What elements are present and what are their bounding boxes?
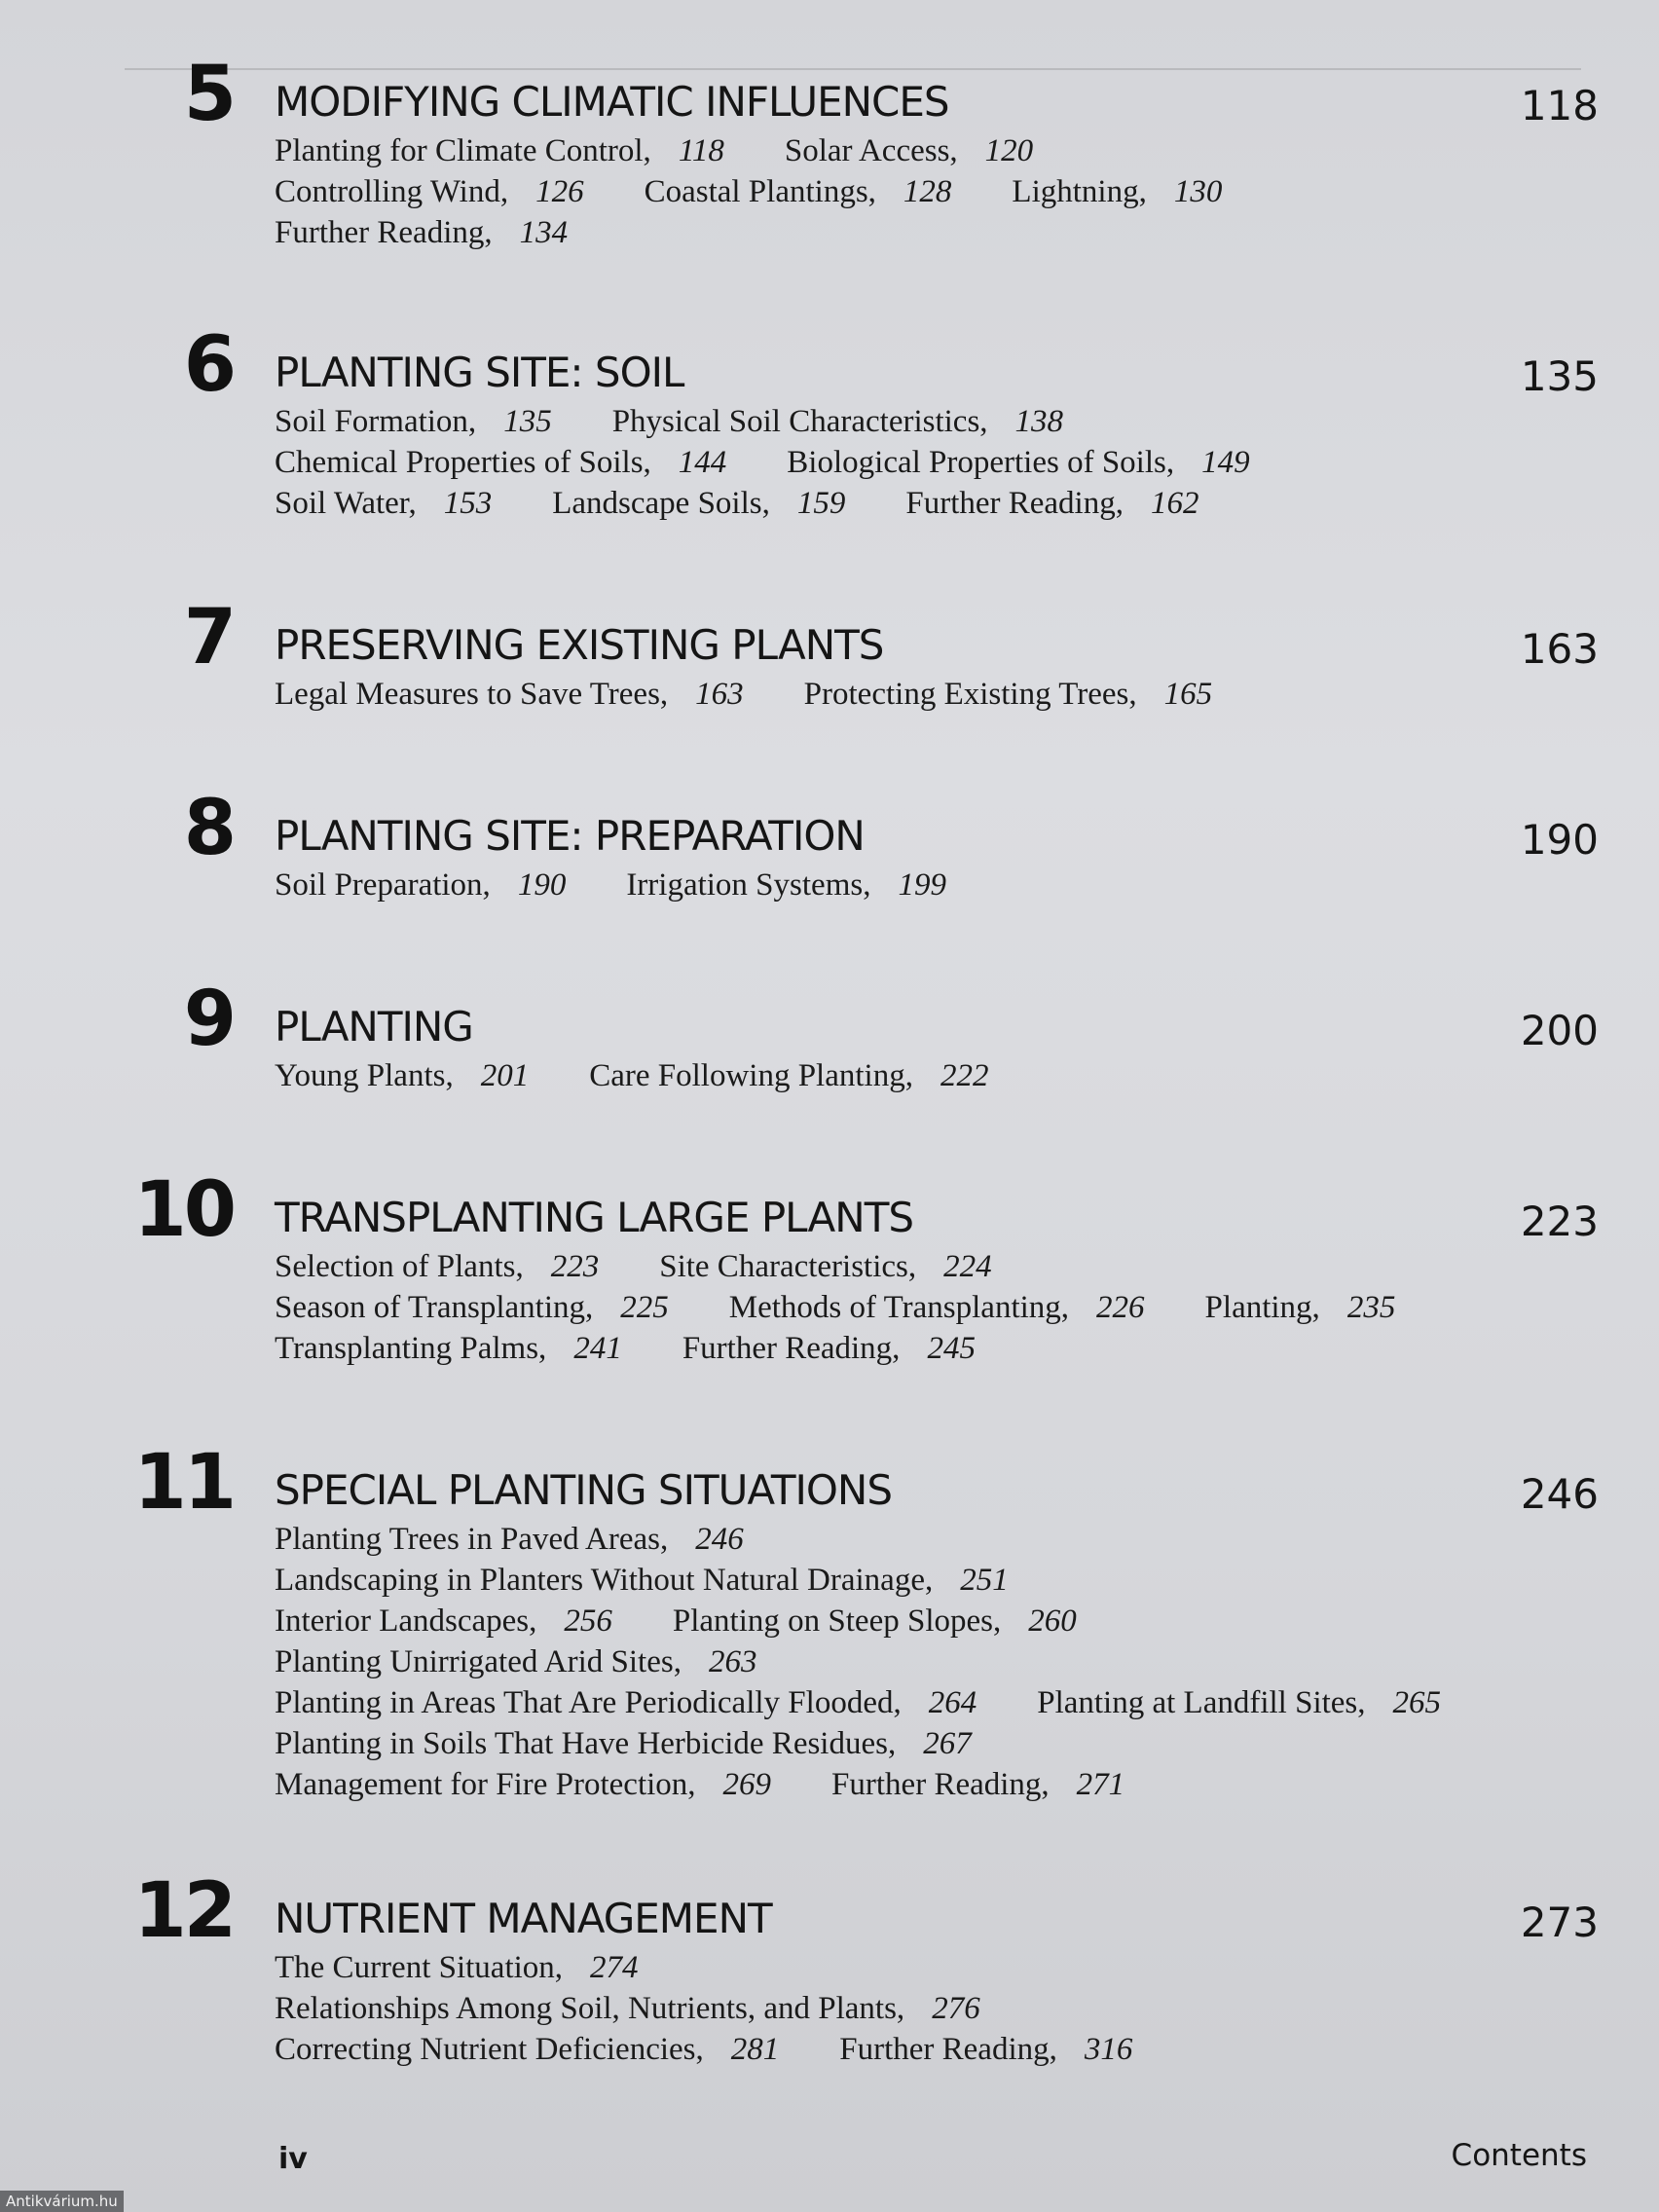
- section-page-number: 225: [620, 1290, 669, 1325]
- section-list: [275, 865, 1601, 905]
- section-page-number: 241: [573, 1331, 622, 1366]
- section-label: Coastal Plantings,: [644, 174, 876, 209]
- section-label: Landscape Soils,: [552, 486, 770, 521]
- section-label: Irrigation Systems,: [626, 867, 871, 903]
- chapter-title: SPECIAL PLANTING SITUATIONS: [275, 1466, 893, 1514]
- section-entry: [275, 401, 552, 442]
- section-page-number: 199: [898, 867, 946, 903]
- section-label: Chemical Properties of Soils,: [275, 445, 651, 480]
- section-label: Transplanting Palms,: [275, 1331, 547, 1366]
- section-entry: [275, 1246, 599, 1287]
- section-page-number: 128: [903, 174, 952, 209]
- section-label: Protecting Existing Trees,: [803, 677, 1137, 712]
- chapter-title: MODIFYING CLIMATIC INFLUENCES: [275, 78, 949, 126]
- section-label: Season of Transplanting,: [275, 1290, 594, 1325]
- section-page-number: 274: [590, 1950, 639, 1985]
- section-list: [275, 674, 1601, 715]
- section-label: Soil Water,: [275, 486, 417, 521]
- section-list: [275, 1947, 1601, 2070]
- section-page-number: 246: [695, 1522, 744, 1557]
- section-label: Lightning,: [1012, 174, 1147, 209]
- section-label: Further Reading,: [682, 1331, 901, 1366]
- chapter-page-number: 200: [1520, 1007, 1599, 1054]
- section-entry: [275, 1682, 977, 1723]
- section-page-number: 120: [984, 133, 1034, 168]
- chapter-title: PLANTING SITE: PREPARATION: [275, 812, 865, 860]
- section-entry: [804, 674, 1212, 715]
- section-line: [275, 1601, 1601, 1641]
- section-entry: [659, 1246, 991, 1287]
- section-line: [275, 674, 1601, 715]
- section-page-number: 256: [564, 1604, 612, 1639]
- section-page-number: 235: [1346, 1290, 1396, 1325]
- section-entry: [1205, 1287, 1396, 1328]
- chapter-number: 9: [183, 976, 234, 1063]
- section-line: [275, 1246, 1601, 1287]
- section-entry: [275, 483, 492, 524]
- section-entry: [275, 1988, 980, 2029]
- section-entry: [682, 1328, 976, 1369]
- chapter-number: 8: [183, 785, 234, 872]
- section-page-number: 265: [1392, 1685, 1442, 1720]
- section-entry: [729, 1287, 1145, 1328]
- section-entry: [626, 865, 946, 905]
- section-line: [275, 1055, 1601, 1096]
- section-page-number: 118: [678, 133, 724, 168]
- section-label: Soil Preparation,: [275, 867, 491, 903]
- section-page-number: 276: [932, 1991, 980, 2026]
- section-label: Further Reading,: [839, 2032, 1057, 2067]
- section-line: [275, 442, 1601, 483]
- section-page-number: 162: [1150, 486, 1199, 521]
- section-page-number: 251: [960, 1563, 1009, 1598]
- section-line: [275, 865, 1601, 905]
- section-line: [275, 1641, 1601, 1682]
- section-page-number: 226: [1096, 1290, 1145, 1325]
- section-label: Methods of Transplanting,: [728, 1290, 1070, 1325]
- chapter-number: 7: [183, 594, 234, 682]
- chapter-page-number: 223: [1520, 1198, 1599, 1245]
- section-entry: [612, 401, 1063, 442]
- section-entry: [275, 674, 744, 715]
- section-entry: [275, 1519, 744, 1560]
- section-entry: [831, 1764, 1124, 1805]
- section-label: Planting for Climate Control,: [275, 133, 651, 168]
- section-line: [275, 171, 1601, 212]
- chapter-page-number: 190: [1520, 816, 1599, 864]
- section-page-number: 134: [519, 215, 569, 250]
- chapter-title: TRANSPLANTING LARGE PLANTS: [275, 1194, 914, 1241]
- section-label: Legal Measures to Save Trees,: [275, 677, 669, 712]
- watermark: Antikvárium.hu: [0, 2191, 124, 2212]
- section-label: Planting at Landfill Sites,: [1037, 1685, 1366, 1720]
- section-entry: [589, 1055, 988, 1096]
- chapter-number: 6: [183, 321, 234, 409]
- section-page-number: 263: [708, 1644, 757, 1679]
- footer-section-title: Contents: [1451, 2138, 1587, 2173]
- section-line: [275, 1560, 1601, 1601]
- section-line: [275, 401, 1601, 442]
- section-page-number: 271: [1076, 1767, 1125, 1802]
- section-line: [275, 1328, 1601, 1369]
- section-entry: [275, 1641, 756, 1682]
- section-label: Planting in Areas That Are Periodically Flooded,: [275, 1685, 902, 1720]
- section-page-number: 281: [730, 2032, 780, 2067]
- section-page-number: 269: [722, 1767, 772, 1802]
- section-entry: [839, 2029, 1132, 2070]
- section-page-number: 201: [480, 1058, 530, 1093]
- chapter-number: 5: [183, 51, 234, 138]
- section-label: Planting on Steep Slopes,: [672, 1604, 1002, 1639]
- top-rule: [125, 68, 1581, 70]
- section-entry: [275, 1723, 972, 1764]
- section-entry: [673, 1601, 1077, 1641]
- section-page-number: 149: [1201, 445, 1250, 480]
- section-label: Physical Soil Characteristics,: [611, 404, 988, 439]
- section-label: Further Reading,: [275, 215, 493, 250]
- chapter-number: 12: [133, 1867, 234, 1955]
- section-page-number: 223: [550, 1249, 600, 1284]
- section-line: [275, 1682, 1601, 1723]
- section-label: Further Reading,: [831, 1767, 1050, 1802]
- section-label: Controlling Wind,: [275, 174, 509, 209]
- chapter-page-number: 135: [1520, 352, 1599, 400]
- section-label: Management for Fire Protection,: [275, 1767, 696, 1802]
- section-page-number: 190: [517, 867, 567, 903]
- section-label: Landscaping in Planters Without Natural Drainage,: [275, 1563, 934, 1598]
- section-entry: [275, 1764, 771, 1805]
- section-line: [275, 1287, 1601, 1328]
- section-page-number: 224: [943, 1249, 992, 1284]
- section-line: [275, 1988, 1601, 2029]
- section-label: Planting Unirrigated Arid Sites,: [275, 1644, 682, 1679]
- section-page-number: 144: [678, 445, 727, 480]
- section-entry: [645, 171, 952, 212]
- section-page-number: 165: [1163, 677, 1213, 712]
- section-page-number: 135: [503, 404, 552, 439]
- section-page-number: 245: [927, 1331, 976, 1366]
- section-entry: [275, 1328, 622, 1369]
- chapter-number: 11: [133, 1439, 234, 1527]
- chapter-page-number: 118: [1520, 82, 1599, 129]
- section-entry: [1012, 171, 1222, 212]
- section-entry: [552, 483, 845, 524]
- section-list: [275, 1055, 1601, 1096]
- section-line: [275, 1947, 1601, 1988]
- section-page-number: 153: [443, 486, 493, 521]
- section-entry: [275, 1947, 639, 1988]
- section-label: The Current Situation,: [275, 1950, 564, 1985]
- section-page-number: 159: [796, 486, 846, 521]
- chapter-page-number: 163: [1520, 625, 1599, 673]
- footer-page-number: iv: [278, 2142, 308, 2176]
- section-line: [275, 212, 1601, 253]
- section-label: Selection of Plants,: [275, 1249, 524, 1284]
- section-label: Planting,: [1204, 1290, 1320, 1325]
- section-label: Further Reading,: [905, 486, 1124, 521]
- section-page-number: 316: [1084, 2032, 1133, 2067]
- section-label: Young Plants,: [275, 1058, 454, 1093]
- section-page-number: 222: [940, 1058, 989, 1093]
- section-entry: [275, 1560, 1009, 1601]
- section-page-number: 260: [1028, 1604, 1077, 1639]
- section-label: Relationships Among Soil, Nutrients, and Plants,: [275, 1991, 905, 2026]
- section-list: [275, 401, 1601, 524]
- section-page-number: 264: [928, 1685, 977, 1720]
- chapter-title: PRESERVING EXISTING PLANTS: [275, 621, 884, 669]
- section-entry: [785, 130, 1033, 171]
- section-line: [275, 1723, 1601, 1764]
- section-label: Planting in Soils That Have Herbicide Residues,: [275, 1726, 897, 1761]
- section-line: [275, 1764, 1601, 1805]
- section-entry: [275, 2029, 779, 2070]
- section-list: [275, 1519, 1601, 1805]
- section-label: Solar Access,: [784, 133, 958, 168]
- section-page-number: 163: [695, 677, 744, 712]
- section-entry: [275, 212, 568, 253]
- section-page-number: 130: [1173, 174, 1223, 209]
- section-label: Interior Landscapes,: [275, 1604, 537, 1639]
- section-list: [275, 1246, 1601, 1369]
- section-entry: [275, 442, 726, 483]
- section-page-number: 138: [1014, 404, 1064, 439]
- section-label: Planting Trees in Paved Areas,: [275, 1522, 669, 1557]
- chapter-title: PLANTING: [275, 1003, 473, 1051]
- chapter-page-number: 246: [1520, 1470, 1599, 1518]
- section-entry: [275, 865, 566, 905]
- section-label: Biological Properties of Soils,: [787, 445, 1175, 480]
- section-label: Soil Formation,: [275, 404, 477, 439]
- section-entry: [1037, 1682, 1441, 1723]
- section-entry: [275, 1601, 612, 1641]
- section-entry: [787, 442, 1249, 483]
- section-label: Correcting Nutrient Deficiencies,: [275, 2032, 704, 2067]
- section-line: [275, 1519, 1601, 1560]
- section-entry: [275, 171, 584, 212]
- section-line: [275, 130, 1601, 171]
- chapter-number: 10: [133, 1166, 234, 1254]
- section-page-number: 126: [535, 174, 584, 209]
- section-label: Care Following Planting,: [589, 1058, 913, 1093]
- chapter-title: NUTRIENT MANAGEMENT: [275, 1895, 772, 1942]
- section-entry: [275, 1055, 529, 1096]
- section-line: [275, 2029, 1601, 2070]
- chapter-page-number: 273: [1520, 1899, 1599, 1946]
- section-line: [275, 483, 1601, 524]
- section-entry: [905, 483, 1198, 524]
- section-list: [275, 130, 1601, 253]
- chapter-title: PLANTING SITE: SOIL: [275, 349, 684, 396]
- section-entry: [275, 130, 724, 171]
- section-label: Site Characteristics,: [659, 1249, 917, 1284]
- section-page-number: 267: [923, 1726, 972, 1761]
- section-entry: [275, 1287, 669, 1328]
